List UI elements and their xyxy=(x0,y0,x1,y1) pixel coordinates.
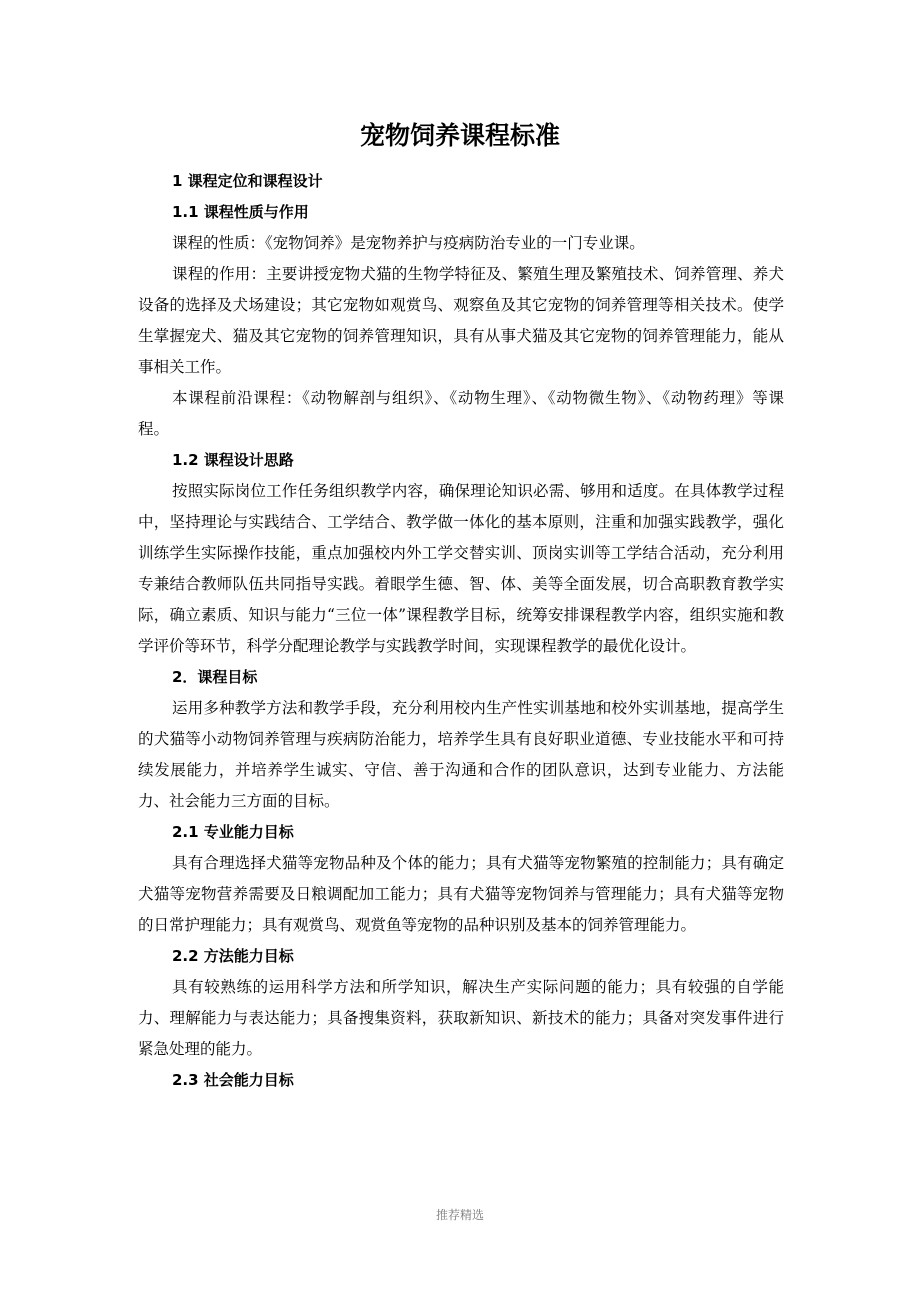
document-title: 宠物饲养课程标准 xyxy=(359,121,560,150)
section-1-1-heading: 1.1 课程性质与作用 xyxy=(172,203,309,221)
paragraph-course-role: 课程的作用：主要讲授宠物犬猫的生物学特征及、繁殖生理及繁殖技术、饲养管理、养犬设备的选择及犬场建设；其它宠物如观赏鸟、观察鱼及其它宠物的饲养管理等相关技术。使学生掌握宠犬、猫及其它宠物的饲养管理知识，具有从事犬猫及其它宠物的饲养管理能力，能从事相关工作。 xyxy=(138,265,784,376)
document-body xyxy=(138,166,784,1096)
paragraph-professional-goals: 具有合理选择犬猫等宠物品种及个体的能力；具有犬猫等宠物繁殖的控制能力；具有确定犬猫等宠物营养需要及日粮调配加工能力；具有犬猫等宠物饲养与管理能力；具有犬猫等宠物的日常护理能力；具有观赏鸟、观赏鱼等宠物的品种识别及基本的饲养管理能力。 xyxy=(138,854,784,934)
section-2-heading: 2．课程目标 xyxy=(172,668,258,686)
paragraph-design-idea: 按照实际岗位工作任务组织教学内容，确保理论知识必需、够用和适度。在具体教学过程中，坚持理论与实践结合、工学结合、教学做一体化的基本原则，注重和加强实践教学，强化训练学生实际操作技能，重点加强校内外工学交替实训、顶岗实训等工学结合活动，充分利用专兼结合教师队伍共同指导实践。着眼学生德、智、体、美等全面发展，切合高职教育教学实际，确立素质、知识与能力“三位一体”课程教学目标，统筹安排课程教学内容，组织实施和教学评价等环节，科学分配理论教学与实践教学时间，实现课程教学的最优化设计。 xyxy=(138,482,784,655)
paragraph-prerequisites: 本课程前沿课程：《动物解剖与组织》、《动物生理》、《动物微生物》、《动物药理》等课程。 xyxy=(138,389,784,438)
section-2-3-heading: 2.3 社会能力目标 xyxy=(172,1071,294,1089)
page-footer: 推荐精选 xyxy=(435,1208,484,1222)
paragraph-course-nature: 课程的性质：《宠物饲养》是宠物养护与疫病防治专业的一门专业课。 xyxy=(172,234,645,252)
section-2-1-heading: 2.1 专业能力目标 xyxy=(172,823,294,841)
section-1-heading: 1 课程定位和课程设计 xyxy=(172,172,323,190)
paragraph-course-goals: 运用多种教学方法和教学手段，充分利用校内生产性实训基地和校外实训基地，提高学生的犬猫等小动物饲养管理与疾病防治能力，培养学生具有良好职业道德、专业技能水平和可持续发展能力，并培养学生诚实、守信、善于沟通和合作的团队意识，达到专业能力、方法能力、社会能力三方面的目标。 xyxy=(138,699,784,810)
section-1-2-heading: 1.2 课程设计思路 xyxy=(172,451,294,469)
paragraph-method-goals: 具有较熟练的运用科学方法和所学知识，解决生产实际问题的能力；具有较强的自学能力、理解能力与表达能力；具备搜集资料，获取新知识、新技术的能力；具备对突发事件进行紧急处理的能力。 xyxy=(138,978,784,1058)
section-2-2-heading: 2.2 方法能力目标 xyxy=(172,947,294,965)
